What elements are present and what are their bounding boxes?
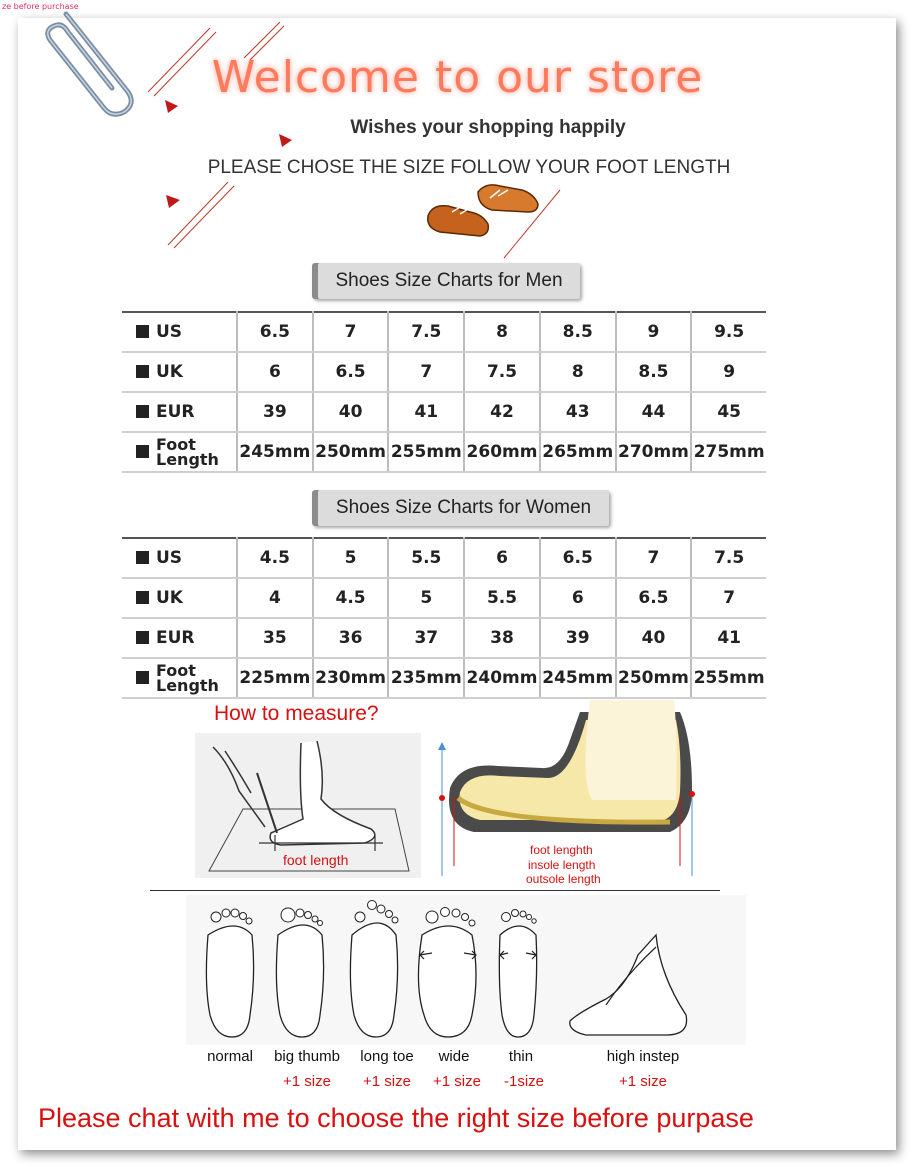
- row-label: [122, 432, 237, 472]
- foot-label-line1: Foot: [156, 435, 196, 454]
- bullet-square-icon: [136, 591, 149, 604]
- foot-length-cell: 275mm: [691, 432, 766, 472]
- shoe-label-outsole: outsole length: [526, 872, 601, 886]
- size-cell: 6.5: [237, 312, 313, 352]
- decorations: [0, 0, 915, 300]
- size-adjust-long-toe: +1 size: [363, 1073, 411, 1090]
- size-cell: 39: [237, 392, 313, 432]
- size-cell: 6.5: [616, 578, 692, 618]
- size-cell: 41: [691, 618, 766, 658]
- size-cell: 40: [616, 618, 692, 658]
- size-cell: 37: [388, 618, 464, 658]
- size-cell: 5: [313, 538, 389, 578]
- foot-length-cell: 255mm: [388, 432, 464, 472]
- size-cell: 42: [464, 392, 540, 432]
- women-banner-label: Shoes Size Charts for Women: [318, 490, 609, 526]
- row-label: [122, 658, 237, 698]
- shoes-icon: [428, 185, 538, 236]
- foot-type-big-thumb: big thumb: [274, 1048, 340, 1065]
- size-cell: 4.5: [237, 538, 313, 578]
- bullet-square-icon: [136, 671, 149, 684]
- size-cell: 7: [616, 538, 692, 578]
- size-cell: 39: [540, 618, 616, 658]
- men-banner: [312, 263, 580, 299]
- men-banner-label: Shoes Size Charts for Men: [318, 263, 580, 299]
- size-cell: 43: [540, 392, 616, 432]
- foot-label-line1: Foot: [156, 661, 196, 680]
- row-label: [122, 538, 237, 578]
- shoe-label-insole: insole length: [528, 858, 596, 872]
- row-label: [122, 618, 237, 658]
- foot-outline-big-thumb: [276, 925, 323, 1037]
- foot-length-cell: 260mm: [464, 432, 540, 472]
- bullet-square-icon: [136, 405, 149, 418]
- size-cell: 4: [237, 578, 313, 618]
- foot-label-line2: Length: [156, 676, 219, 695]
- foot-length-cell: 240mm: [464, 658, 540, 698]
- row-label: [122, 312, 237, 352]
- foot-type-normal: normal: [207, 1048, 253, 1065]
- bullet-square-icon: [136, 631, 149, 644]
- foot-length-cell: 250mm: [616, 658, 692, 698]
- how-to-measure-heading: How to measure?: [214, 702, 379, 725]
- size-row-us: [122, 538, 766, 578]
- size-row-uk: [122, 352, 766, 392]
- corner-text: ze before purchase: [2, 2, 79, 11]
- foot-length-cell: 235mm: [388, 658, 464, 698]
- size-cell: 7: [691, 578, 766, 618]
- size-row-foot-length: [122, 658, 766, 698]
- size-cell: 8: [540, 352, 616, 392]
- size-cell: 44: [616, 392, 692, 432]
- row-label-text: UK: [156, 362, 183, 382]
- foot-outline-long-toe: [350, 923, 397, 1037]
- bullet-square-icon: [136, 365, 149, 378]
- shoe-label-foot: foot lenghth: [530, 843, 593, 857]
- size-cell: 6: [464, 538, 540, 578]
- section-divider: [150, 890, 720, 891]
- bullet-square-icon: [136, 445, 149, 458]
- size-cell: 45: [691, 392, 766, 432]
- size-cell: 6.5: [540, 538, 616, 578]
- women-banner: [312, 490, 609, 526]
- foot-outline-thin: [499, 926, 536, 1037]
- foot-length-cell: 250mm: [313, 432, 389, 472]
- foot-length-row-label: [156, 437, 219, 467]
- row-label-text: EUR: [156, 628, 195, 648]
- size-cell: 9: [691, 352, 766, 392]
- bullet-square-icon: [136, 325, 149, 338]
- size-cell: 8: [464, 312, 540, 352]
- women-size-table: [122, 537, 766, 699]
- foot-outline-wide: [418, 926, 476, 1037]
- foot-label-line2: Length: [156, 450, 219, 469]
- men-size-table: [122, 311, 766, 473]
- size-cell: 40: [313, 392, 389, 432]
- foot-length-cell: 270mm: [616, 432, 692, 472]
- size-adjust-wide: +1 size: [433, 1073, 481, 1090]
- size-row-eur: [122, 618, 766, 658]
- row-label-text: US: [156, 548, 183, 568]
- foot-length-cell: 255mm: [691, 658, 766, 698]
- foot-length-cell: 225mm: [237, 658, 313, 698]
- row-label-text: EUR: [156, 402, 195, 422]
- size-cell: 6.5: [313, 352, 389, 392]
- size-cell: 7: [313, 312, 389, 352]
- size-cell: 8.5: [540, 312, 616, 352]
- size-cell: 5: [388, 578, 464, 618]
- foot-type-high-instep: high instep: [606, 1048, 680, 1065]
- row-label: [122, 352, 237, 392]
- foot-type-thin: thin: [508, 1048, 534, 1065]
- size-cell: 6: [237, 352, 313, 392]
- size-cell: 7.5: [464, 352, 540, 392]
- store-subtitle: Wishes your shopping happily: [350, 117, 626, 138]
- size-cell: 35: [237, 618, 313, 658]
- bullet-square-icon: [136, 551, 149, 564]
- size-cell: 7.5: [691, 538, 766, 578]
- size-cell: 5.5: [464, 578, 540, 618]
- size-cell: 5.5: [388, 538, 464, 578]
- foot-types-illustration: [186, 895, 746, 1045]
- foot-length-cell: 245mm: [237, 432, 313, 472]
- size-cell: 6: [540, 578, 616, 618]
- size-cell: 4.5: [313, 578, 389, 618]
- size-cell: 36: [313, 618, 389, 658]
- size-cell: 8.5: [616, 352, 692, 392]
- size-adjust-big-thumb: +1 size: [283, 1073, 331, 1090]
- size-cell: 41: [388, 392, 464, 432]
- size-row-us: [122, 312, 766, 352]
- row-label: [122, 578, 237, 618]
- foot-length-cell: 265mm: [540, 432, 616, 472]
- size-cell: 7.5: [388, 312, 464, 352]
- size-row-eur: [122, 392, 766, 432]
- footer-note: Please chat with me to choose the right size before purpase: [38, 1103, 754, 1133]
- foot-type-long-toe: long toe: [360, 1048, 414, 1065]
- foot-length-label: foot length: [283, 852, 349, 868]
- size-row-uk: [122, 578, 766, 618]
- row-label-text: UK: [156, 588, 183, 608]
- size-adjust-thin: -1size: [503, 1073, 544, 1090]
- size-row-foot-length: [122, 432, 766, 472]
- size-cell: 38: [464, 618, 540, 658]
- size-cell: 7: [388, 352, 464, 392]
- row-label: [122, 392, 237, 432]
- foot-type-wide: wide: [438, 1048, 470, 1065]
- foot-length-cell: 230mm: [313, 658, 389, 698]
- size-cell: 9.5: [691, 312, 766, 352]
- row-label-text: US: [156, 322, 183, 342]
- foot-length-row-label: [156, 663, 219, 693]
- foot-length-cell: 245mm: [540, 658, 616, 698]
- foot-outline-normal: [206, 926, 253, 1037]
- size-instruction: PLEASE CHOSE THE SIZE FOLLOW YOUR FOOT LENGTH: [207, 157, 731, 178]
- size-adjust-high-instep: +1 size: [619, 1073, 667, 1090]
- size-cell: 9: [616, 312, 692, 352]
- store-title: Welcome to our store: [211, 52, 704, 103]
